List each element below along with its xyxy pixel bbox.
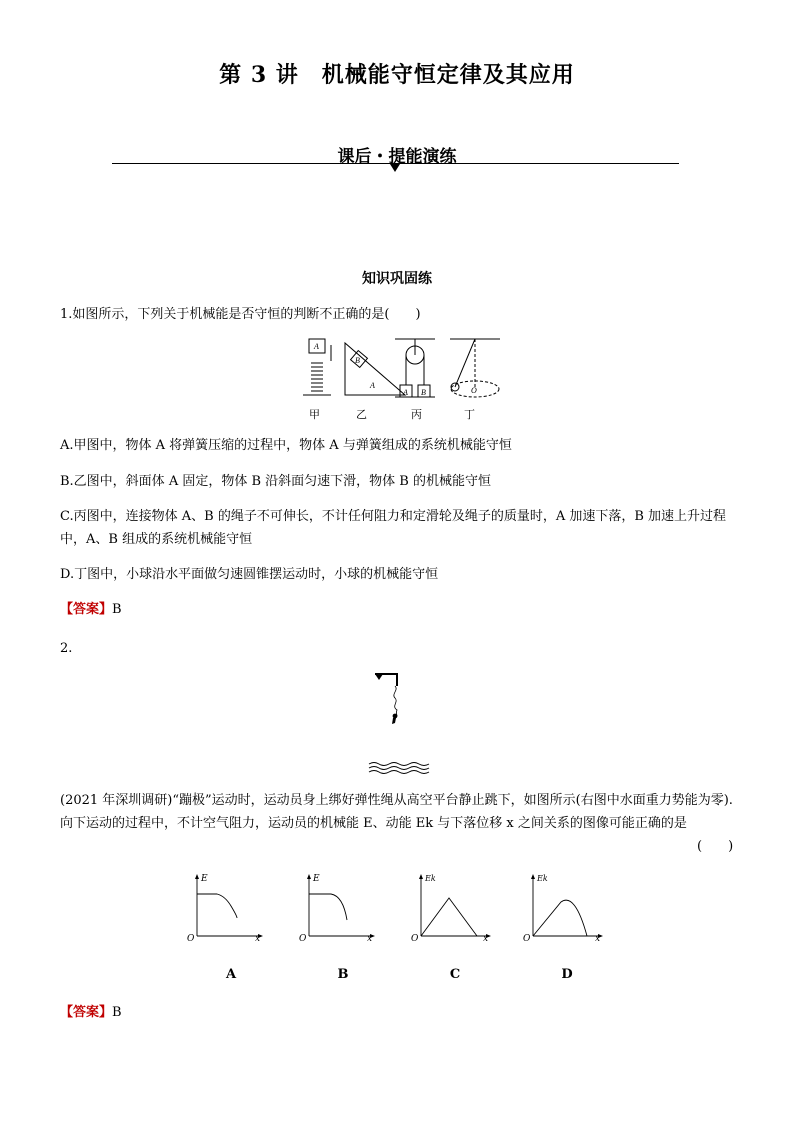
graph-c-letter: C xyxy=(449,967,461,982)
graph-c-xlabel: x xyxy=(483,934,489,944)
graph-b-xlabel: x xyxy=(367,934,373,944)
graph-d-ylabel: Ek xyxy=(537,874,548,883)
graph-d-letter: D xyxy=(561,967,573,982)
graph-c-origin: O xyxy=(411,934,419,944)
graph-c-plot xyxy=(409,872,493,944)
bungee-figure xyxy=(365,668,435,776)
q1-stem: 1.如图所示，下列关于机械能是否守恒的判断不正确的是( ) xyxy=(60,307,421,322)
q2-answer-value: B xyxy=(112,1005,122,1020)
q1-option-d: D.丁图中，小球沿水平面做匀速圆锥摆运动时，小球的机械能守恒 xyxy=(60,567,439,582)
graph-d-origin: O xyxy=(523,934,531,944)
q1-answer-tag: 【答案】 xyxy=(60,602,113,617)
svg-text:A: A xyxy=(370,381,375,390)
graph-a-plot xyxy=(185,872,265,944)
graph-c-ylabel: Ek xyxy=(425,874,436,883)
svg-text:A: A xyxy=(403,388,408,397)
graph-a-ylabel: E xyxy=(201,874,208,884)
graph-b-origin: O xyxy=(299,934,307,944)
q1-fig-label-yi: 乙 xyxy=(356,408,367,421)
q2-answer xyxy=(60,1001,740,1024)
graph-b-letter: B xyxy=(337,967,349,982)
q2-answer-tag: 【答案】 xyxy=(60,1005,113,1020)
q2-answer-blank: ( ) xyxy=(697,839,734,854)
section-heading: 课后・提能演练 xyxy=(337,147,457,167)
svg-text:B: B xyxy=(421,388,426,397)
graph-b-plot xyxy=(297,872,377,944)
graph-a-xlabel: x xyxy=(255,934,261,944)
page-title: 第 3 讲 机械能守恒定律及其应用 xyxy=(219,62,575,88)
graph-d-plot xyxy=(521,872,605,944)
graph-b-ylabel: E xyxy=(313,874,320,884)
q1-option-c: C.丙图中，连接物体 A、B 的绳子不可伸长，不计任何阻力和定滑轮及绳子的质量时，A 加速下落，B 加速上升过程中，A、B 组成的系统机械能守恒 xyxy=(60,509,727,547)
subsection-heading: 知识巩固练 xyxy=(362,271,432,287)
q1-answer xyxy=(60,598,740,621)
graph-d xyxy=(521,872,605,944)
graph-a-letter: A xyxy=(225,967,237,982)
graph-a xyxy=(185,872,265,944)
q2-number: 2. xyxy=(60,641,73,656)
q2-stem: (2021 年深圳调研)“蹦极”运动时，运动员身上绑好弹性绳从高空平台静止跳下，如图所示(右图中水面重力势能为零).向下运动的过程中，不计空气阻力，运动员的机械能 E、动能 Ek 与下落位移 x 之间关系的图像可能正确的是 xyxy=(60,793,733,831)
q1-answer-value: B xyxy=(112,602,122,617)
q1-option-a: A.甲图中，物体 A 将弹簧压缩的过程中，物体 A 与弹簧组成的系统机械能守恒 xyxy=(60,438,512,453)
svg-text:B: B xyxy=(355,356,360,365)
graph-d-xlabel: x xyxy=(595,934,601,944)
q1-fig-label-ding: 丁 xyxy=(464,408,475,421)
q1-option-b: B.乙图中，斜面体 A 固定，物体 B 沿斜面匀速下滑，物体 B 的机械能守恒 xyxy=(60,474,491,489)
divider-arrow-icon xyxy=(390,164,400,172)
svg-text:O: O xyxy=(471,386,477,395)
svg-text:A: A xyxy=(314,342,319,351)
q1-fig-label-bing: 丙 xyxy=(411,408,422,421)
graph-a-origin: O xyxy=(187,934,195,944)
graph-c xyxy=(409,872,493,944)
q1-fig-label-jia: 甲 xyxy=(309,408,320,421)
graph-b xyxy=(297,872,377,944)
